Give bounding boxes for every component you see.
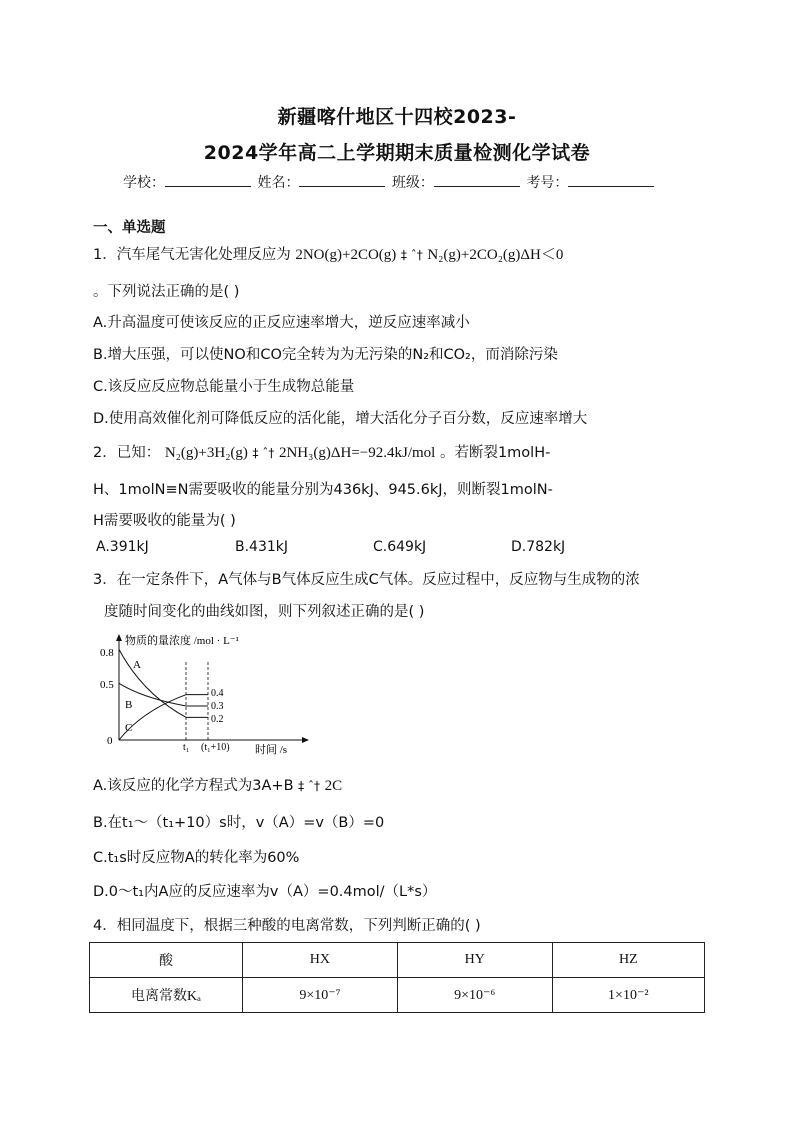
- y-tick-label: 0.8: [100, 647, 114, 659]
- id-blank[interactable]: [568, 174, 654, 187]
- x-axis-arrow-icon: [302, 737, 309, 743]
- x-tick-label: (t₁+10): [201, 742, 230, 753]
- table-header-row: [90, 943, 705, 978]
- exam-title-line2: 2024学年高二上学期期末质量检测化学试卷: [203, 142, 591, 164]
- q1-option-c: C.该反应反应物总能量小于生成物总能量: [93, 379, 355, 395]
- q3-option-a-suffix: 2C: [324, 778, 343, 794]
- class-label: 班级：: [391, 175, 434, 191]
- table-cell: 1×10⁻²: [552, 978, 704, 1013]
- q1-stem: [93, 243, 563, 264]
- student-info-row: [123, 172, 656, 192]
- exam-title-line1: 新疆喀什地区十四校2023-: [277, 106, 517, 128]
- name-label: 姓名：: [257, 175, 300, 191]
- class-blank[interactable]: [434, 174, 520, 187]
- q3-option-a-prefix: A.该反应的化学方程式为3A+B: [93, 778, 294, 794]
- q3-option-c: C.t₁s时反应物A的转化率为60%: [93, 850, 300, 866]
- table-row: [90, 978, 705, 1013]
- q2-stem-line3: H需要吸收的能量为( ): [93, 513, 236, 529]
- equilibrium-arrow-icon: ‡ ˆ†: [298, 779, 320, 793]
- series-label-c: C: [125, 722, 133, 734]
- table-header-cell: 酸: [90, 943, 243, 978]
- end-value-label: 0.4: [211, 688, 224, 699]
- q2-equation-right: 2NH₃(g)ΔH=−92.4kJ/mol: [278, 445, 436, 461]
- school-blank[interactable]: [165, 174, 251, 187]
- q1-option-d: D.使用高效催化剂可降低反应的活化能，增大活化分子百分数，反应速率增大: [93, 411, 588, 427]
- concentration-time-chart: [95, 628, 315, 758]
- table-row-label: 电离常数Kₐ: [90, 978, 243, 1013]
- q3-option-d: D.0～t₁内A应的反应速率为v（A）=0.4mol/（L*s）: [93, 884, 437, 900]
- q2-prefix: 2．已知：: [93, 445, 161, 461]
- q2-option-b: B.431kJ: [235, 539, 289, 555]
- table-cell: 9×10⁻⁷: [243, 978, 398, 1013]
- q3-stem-line2: 度随时间变化的曲线如图，则下列叙述正确的是( ): [104, 604, 425, 620]
- q3-stem-line1: 3．在一定条件下，A气体与B气体反应生成C气体。反应过程中，反应物与生成物的浓: [93, 572, 640, 588]
- q1-option-a: A.升高温度可使该反应的正反应速率增大，逆反应速率减小: [93, 315, 470, 331]
- q2-option-d: D.782kJ: [511, 539, 566, 555]
- q2-option-c: C.649kJ: [373, 539, 427, 555]
- q1-prefix: 1．汽车尾气无害化处理反应为: [93, 247, 291, 263]
- table-header-cell: HY: [397, 943, 552, 978]
- q3-option-a: [93, 774, 342, 795]
- school-label: 学校：: [123, 175, 165, 191]
- q1-equation-left: 2NO(g)+2CO(g): [295, 247, 397, 263]
- y-tick-label: 0.5: [100, 679, 114, 691]
- q2-stem-mid: 。若断裂1molH-: [439, 445, 551, 461]
- table-header-cell: HZ: [552, 943, 704, 978]
- name-blank[interactable]: [299, 174, 385, 187]
- end-value-label: 0.3: [211, 701, 224, 712]
- q2-equation-left: N₂(g)+3H₂(g): [164, 445, 248, 461]
- q1-equation-right: N₂(g)+2CO₂(g)ΔH＜0: [427, 247, 564, 263]
- x-tick-label: t₁: [183, 742, 190, 753]
- q1-stem-suffix: 。下列说法正确的是( ): [93, 284, 240, 300]
- table-cell: 9×10⁻⁶: [397, 978, 552, 1013]
- ionization-constant-table: [89, 942, 705, 1013]
- id-label: 考号：: [526, 175, 569, 191]
- y-axis-arrow-icon: [116, 634, 122, 641]
- q2-stem-line2: H、1molN≡N需要吸收的能量分别为436kJ、945.6kJ，则断裂1molN-: [93, 482, 553, 498]
- series-label-b: B: [125, 699, 133, 711]
- y-axis-label: 物质的量浓度 /mol · L⁻¹: [125, 635, 239, 647]
- equilibrium-arrow-icon: ‡ ˆ†: [400, 248, 423, 262]
- q3-option-b: B.在t₁～（t₁+10）s时，v（A）=v（B）=0: [93, 815, 385, 831]
- section-heading: 一、单选题: [93, 220, 166, 236]
- q2-stem: [93, 441, 550, 462]
- equilibrium-arrow-icon: ‡ ˆ†: [252, 446, 275, 460]
- q4-stem: 4．相同温度下，根据三种酸的电离常数，下列判断正确的( ): [93, 918, 481, 934]
- q1-option-b: B.增大压强，可以使NO和CO完全转为为无污染的N₂和CO₂，而消除污染: [93, 347, 558, 363]
- table-header-cell: HX: [243, 943, 398, 978]
- series-label-a: A: [133, 659, 141, 671]
- x-axis-label: 时间 /s: [255, 744, 288, 756]
- q2-option-a: A.391kJ: [96, 539, 149, 555]
- y-tick-label: 0: [107, 735, 113, 747]
- end-value-label: 0.2: [211, 714, 224, 725]
